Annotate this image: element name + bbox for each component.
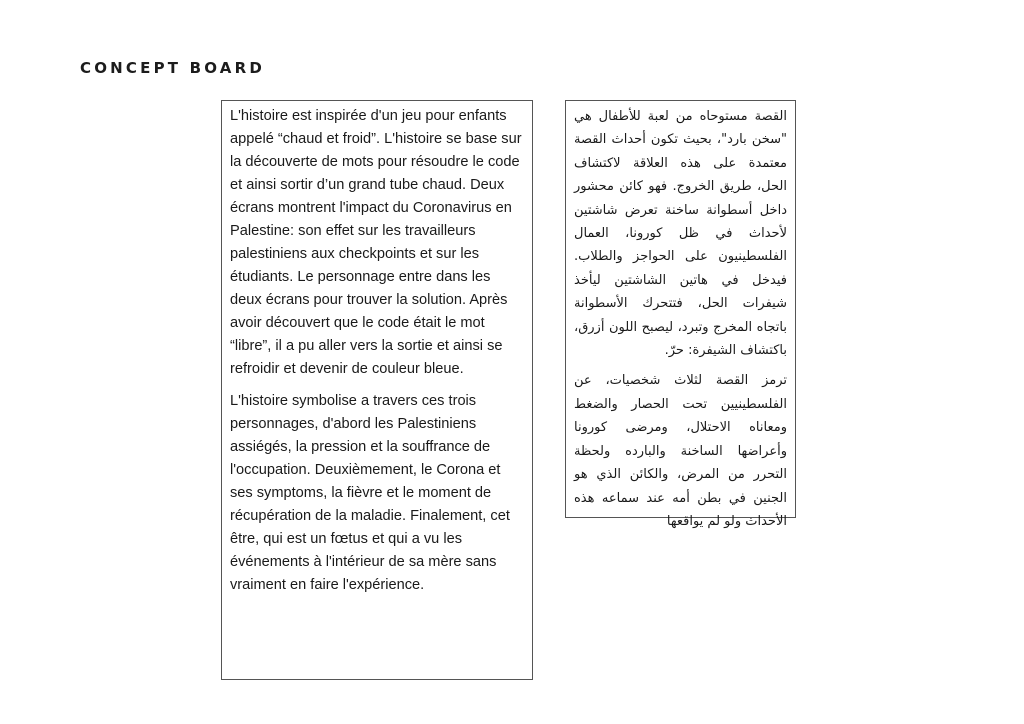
arabic-paragraph-2: ترمز القصة لثلاث شخصيات، عن الفلسطينيين تحت الحصار والضغط ومعاناه الاحتلال، ومرضى كورونا وأعراضها الساخنة والبارده ولحظة التحرر من المرض، والكائن الذي هو الجنين في بطن أمه عند سماعه هذه الأحداث ولو لم يواقعها (574, 373, 787, 529)
page-title: CONCEPT BOARD (80, 59, 266, 77)
french-text-box (221, 100, 533, 680)
french-paragraph-1: L'histoire est inspirée d'un jeu pour enfants appelé “chaud et froid”. L'histoire se base sur la découverte de mots pour résoudre le code et ainsi sortir d’un grand tube chaud. Deux écrans montrent l'impact du Coronavirus en Palestine: son effet sur les travailleurs palestiniens aux checkpoints et sur les étudiants. Le personnage entre dans les deux écrans pour trouver la solution. Après avoir découvert que le code était le mot “libre”, il a pu aller vers la sortie et ainsi se refroidir et devenir de couleur bleue. (230, 108, 522, 377)
arabic-text-box (565, 100, 796, 529)
french-paragraph-2: L'histoire symbolise a travers ces trois personnages, d'abord les Palestiniens assiégés, la pression et la souffrance de l'occupation. Deuxièmement, le Corona et ses symptoms, la fièvre et le moment de récupération de la maladie. Finalement, cet être, qui est un fœtus et qui a vu les événements à l'intérieur de sa mère sans vraiment en faire l'expérience. (230, 393, 510, 593)
arabic-paragraph-1: القصة مستوحاه من لعبة للأطفال هي "سخن بارد"، بحيث تكون أحداث القصة معتمدة على هذه العلاقة لاكتشاف الحل، طريق الخروج. فهو كائن محشور داخل أسطوانة ساخنة تعرض شاشتين لأحداث في ظل كورونا، العمال الفلسطينيون على الحواجز والطلاب. فيدخل في هاتين الشاشتين ليأخذ شيفرات الحل، فتتحرك الأسطوانة باتجاه المخرج وتبرد، ليصبح اللون أزرق، باكتشاف الشيفرة: حرّ. (574, 109, 787, 359)
